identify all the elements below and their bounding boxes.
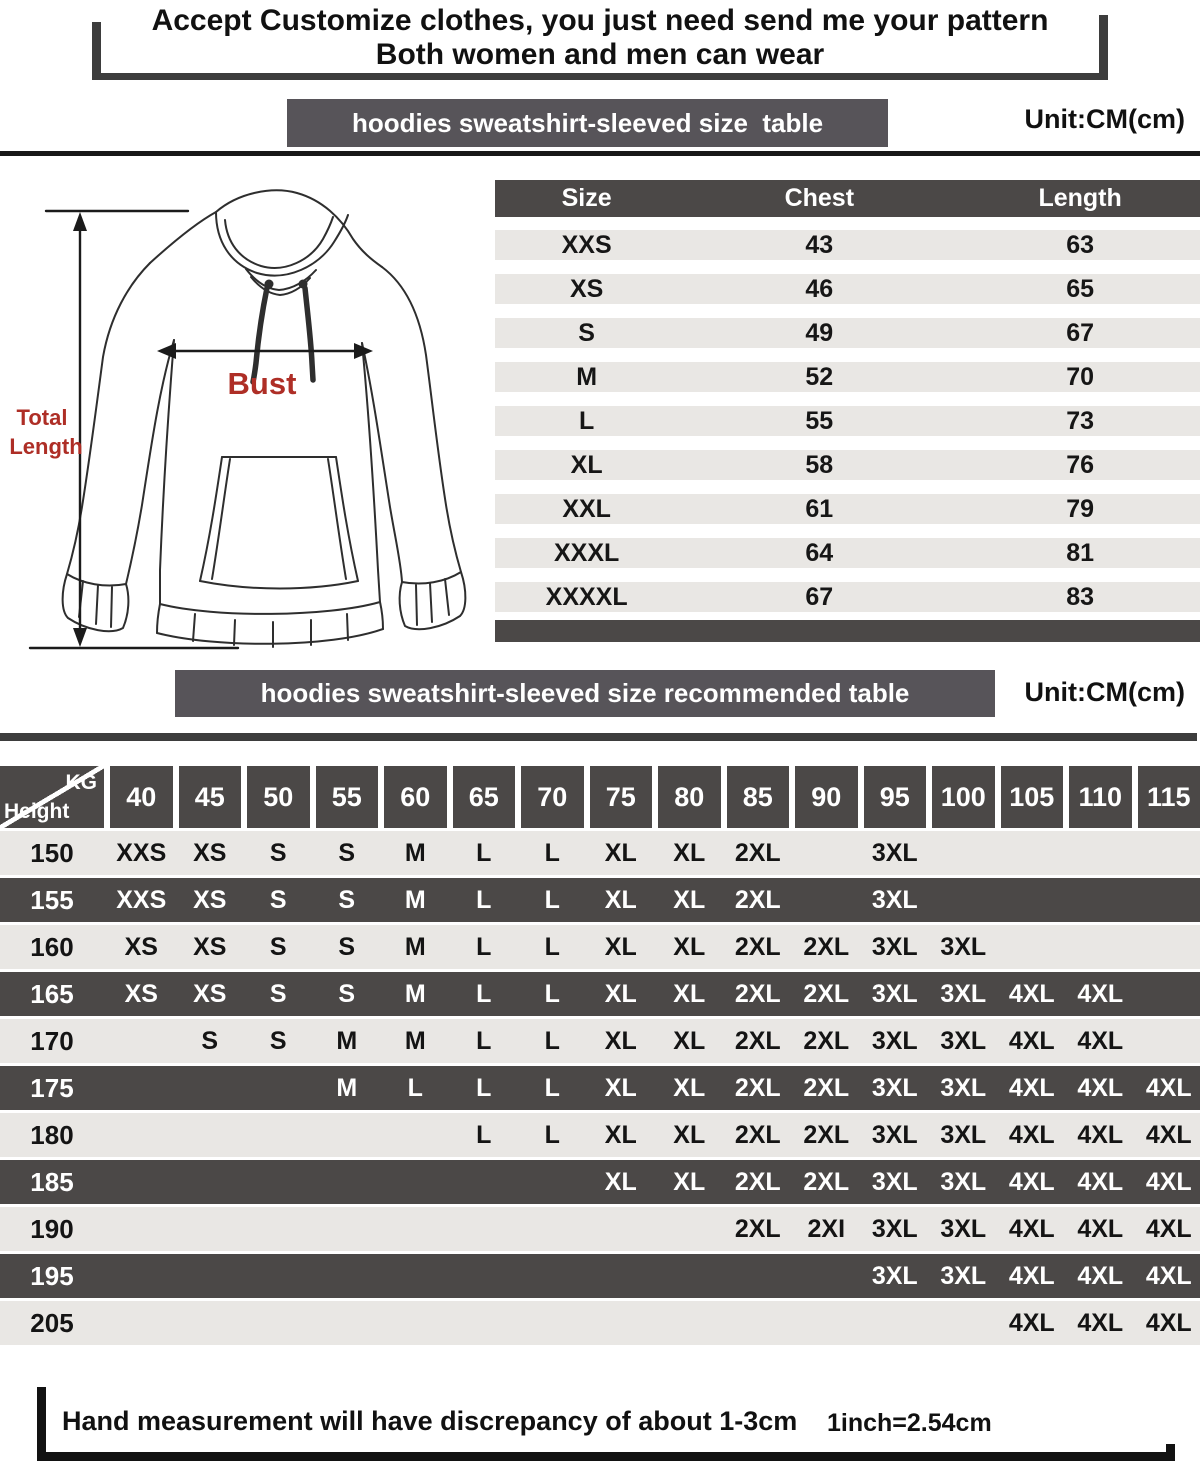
size-recommendation-cell: 4XL [1077,1026,1124,1055]
size-recommendation-cell: 4XL [1008,979,1055,1008]
size-recommendation-cell: 4XL [1145,1261,1192,1290]
bust-arrowhead-left [157,343,176,359]
unit-label-top: Unit:CM(cm) [1024,104,1185,134]
size-recommendation-cell: XL [604,1073,637,1102]
chest-cell: 61 [805,494,834,523]
weight-header-cell: 105 [1001,766,1064,828]
height-cell: 155 [30,884,74,915]
divider-top [0,151,1200,156]
size-recommendation-cell: S [338,979,356,1008]
chest-cell: 52 [805,362,834,391]
chest-column-header: Chest [784,184,855,212]
size-cell: XXXL [554,538,620,567]
weight-header-cell: 90 [795,766,858,828]
size-recommendation-cell: L [476,838,492,867]
total-length-label-line1: Total [16,405,68,430]
right-drawstring [305,288,313,380]
weight-header-cell: 110 [1069,766,1132,828]
measurement-note: Hand measurement will have discrepancy of about 1-3cm [62,1406,798,1436]
size-recommendation-cell: S [269,885,287,914]
height-cell: 190 [30,1213,74,1244]
recommended-table-rows [0,831,1200,1345]
size-cell: L [579,406,595,435]
size-recommendation-cell: 3XL [871,1073,918,1102]
weight-header-cell: 95 [864,766,927,828]
size-recommendation-cell: XL [673,932,706,961]
height-cell: 205 [30,1307,74,1338]
size-recommendation-cell: 2XL [734,932,781,961]
size-table-footer-bar [495,620,1200,642]
size-cell: XXL [562,494,611,523]
size-column-header: Size [561,184,612,212]
weight-header-cell: 55 [316,766,379,828]
size-recommendation-cell: XS [193,885,227,914]
right-cuff-rib [416,579,449,625]
size-recommendation-cell: 2XI [807,1214,846,1243]
size-table-row [495,318,1200,348]
size-cell: XL [570,450,603,479]
page-title-line1: Accept Customize clothes, you just need send me your pattern [151,4,1049,37]
size-recommendation-cell: 4XL [1008,1073,1055,1102]
total-length-arrowhead-top [73,212,87,231]
recommended-table-row [0,1254,1200,1298]
recommended-table-row [0,972,1200,1016]
size-recommendation-cell: L [544,885,560,914]
recommended-table-row [0,1207,1200,1251]
size-recommendation-cell: L [476,1120,492,1149]
size-recommendation-cell: XL [673,979,706,1008]
chest-cell: 64 [805,538,834,567]
height-cell: 175 [30,1072,74,1103]
hood-outline [150,190,382,267]
size-recommendation-cell: 2XL [803,1167,850,1196]
size-recommendation-cell: 2XL [734,1167,781,1196]
recommended-table-row [0,1113,1200,1157]
chest-cell: 43 [805,230,834,259]
hood-opening-outer [216,212,348,276]
size-recommendation-cell: 3XL [871,885,918,914]
size-recommendation-cell: 2XL [803,932,850,961]
size-recommendation-cell: 4XL [1008,1167,1055,1196]
size-recommendation-cell: 4XL [1077,979,1124,1008]
size-recommendation-cell: S [269,932,287,961]
size-recommendation-cell: L [544,1026,560,1055]
size-table-row [495,406,1200,436]
pocket-right [328,457,358,581]
note-left-bar [37,1387,46,1457]
length-cell: 79 [1066,494,1095,523]
size-recommendation-cell: M [336,1026,358,1055]
height-cell: 150 [30,837,74,868]
size-recommendation-cell: XL [604,885,637,914]
size-recommendation-cell: M [404,932,426,961]
recommended-table-row [0,1301,1200,1345]
chest-cell: 55 [805,406,834,435]
length-cell: 65 [1066,274,1095,303]
recommended-table-banner [175,670,995,717]
size-table-rows [495,230,1200,612]
size-recommendation-cell: 2XL [803,1073,850,1102]
size-recommendation-cell: 4XL [1077,1167,1124,1196]
torso-right-seam [362,343,380,602]
weight-header-cell: 65 [453,766,516,828]
size-recommendation-cell: 3XL [871,1261,918,1290]
size-recommendation-cell: L [544,1073,560,1102]
size-recommendation-cell: 2XL [803,979,850,1008]
size-table-row [495,538,1200,568]
length-cell: 83 [1066,582,1095,611]
weight-header-cell: 100 [932,766,995,828]
size-recommendation-cell: XL [604,932,637,961]
chest-cell: 67 [805,582,834,611]
inch-conversion-note: 1inch=2.54cm [827,1409,992,1437]
recommended-table-row [0,878,1200,922]
size-recommendation-cell: XXS [116,838,167,867]
size-recommendation-cell: XL [604,1026,637,1055]
chest-cell: 46 [805,274,834,303]
size-recommendation-cell: L [544,932,560,961]
size-recommendation-cell: M [336,1073,358,1102]
size-table-row [495,494,1200,524]
size-recommendation-cell: XS [193,979,227,1008]
recommended-table-row [0,1066,1200,1110]
size-recommendation-cell: 3XL [940,1261,987,1290]
size-recommendation-cell: M [404,979,426,1008]
kg-height-corner-cell [0,766,104,828]
total-length-label-line2: Length [9,434,83,459]
size-recommendation-cell: XL [604,1120,637,1149]
page-title-line2: Both women and men can wear [375,38,825,71]
hoodie-diagram [10,165,480,665]
size-recommendation-cell: 2XL [734,979,781,1008]
size-recommendation-cell: L [544,838,560,867]
height-cell: 160 [30,931,74,962]
size-recommendation-cell: 4XL [1077,1308,1124,1337]
size-table-row [495,450,1200,480]
size-recommendation-cell: 3XL [940,979,987,1008]
size-cell: S [578,318,595,347]
size-recommendation-cell: XL [604,838,637,867]
note-bottom-bar [37,1452,1175,1461]
size-recommendation-cell: 3XL [871,932,918,961]
size-recommendation-cell: 4XL [1145,1308,1192,1337]
waistband-ends [157,602,383,633]
size-recommendation-cell: 3XL [871,1026,918,1055]
pocket-bottom [200,581,358,589]
size-table-row [495,230,1200,260]
size-cell: XXXXL [545,582,628,611]
length-cell: 81 [1066,538,1095,567]
size-recommendation-cell: 3XL [871,838,918,867]
chest-cell: 58 [805,450,834,479]
size-recommendation-cell: M [404,1026,426,1055]
divider-middle [0,733,1197,741]
size-recommendation-cell: 3XL [871,1167,918,1196]
waistband-top [160,602,380,614]
size-recommendation-cell: 3XL [940,932,987,961]
size-recommendation-cell: L [476,1073,492,1102]
size-recommendation-cell: 2XL [734,1073,781,1102]
height-cell: 180 [30,1119,74,1150]
left-sleeve-inner [126,340,174,584]
size-recommendation-cell: S [269,1026,287,1055]
size-recommendation-cell: XL [673,1073,706,1102]
size-recommendation-cell: 4XL [1145,1167,1192,1196]
size-recommendation-cell: 3XL [940,1120,987,1149]
size-table-header [495,180,1200,217]
size-recommendation-cell: S [269,979,287,1008]
height-cell: 170 [30,1025,74,1056]
height-cell: 165 [30,978,74,1009]
size-recommendation-cell: 3XL [871,1214,918,1243]
size-recommendation-cell: S [338,838,356,867]
size-recommendation-cell: 4XL [1077,1073,1124,1102]
size-recommendation-cell: 4XL [1008,1214,1055,1243]
size-recommendation-cell: 4XL [1008,1261,1055,1290]
size-table-row [495,582,1200,612]
recommended-table-banner-label: hoodies sweatshirt-sleeved size recommended table [260,678,910,708]
size-recommendation-cell: M [404,838,426,867]
weight-header-cell: 75 [590,766,653,828]
size-recommendation-cell: 3XL [940,1214,987,1243]
size-recommendation-cell: XL [604,1167,637,1196]
size-recommendation-cell: 4XL [1008,1120,1055,1149]
length-cell: 73 [1066,406,1095,435]
size-recommendation-cell: 2XL [734,1026,781,1055]
torso-left-seam [160,340,174,604]
size-recommendation-cell: XL [673,1167,706,1196]
size-table-row [495,274,1200,304]
size-recommendation-cell: S [201,1026,219,1055]
size-recommendation-cell: S [338,932,356,961]
unit-label-bottom: Unit:CM(cm) [1024,677,1185,707]
height-cell: 185 [30,1166,74,1197]
chest-cell: 49 [805,318,834,347]
size-recommendation-cell: 4XL [1145,1214,1192,1243]
length-column-header: Length [1038,184,1122,212]
left-cuff-rib [79,581,112,627]
recommended-table [0,766,1200,1348]
total-length-arrowhead-bottom [73,628,87,647]
size-recommendation-cell: M [404,885,426,914]
height-label: Height [4,800,70,823]
weight-header-cell: 70 [521,766,584,828]
size-table-banner-label: hoodies sweatshirt-sleeved size table [351,107,824,138]
title-underline-bracket [92,15,1108,80]
length-cell: 76 [1066,450,1095,479]
size-recommendation-cell: 3XL [871,1120,918,1149]
size-table [495,180,1200,642]
size-recommendation-cell: L [544,979,560,1008]
pocket-left [200,457,230,581]
weight-header-cell: 80 [658,766,721,828]
size-recommendation-cell: XL [673,885,706,914]
size-recommendation-cell: L [476,979,492,1008]
bust-label: Bust [227,366,297,401]
right-sleeve-inner [362,343,402,582]
size-recommendation-cell: XL [673,838,706,867]
size-recommendation-cell: L [544,1120,560,1149]
weight-header-cell: 40 [110,766,173,828]
size-recommendation-cell: S [338,885,356,914]
size-recommendation-cell: L [476,1026,492,1055]
size-recommendation-cell: XL [673,1026,706,1055]
size-cell: M [576,362,598,391]
size-recommendation-cell: 4XL [1077,1120,1124,1149]
recommended-table-row [0,925,1200,969]
size-recommendation-cell: 2XL [803,1120,850,1149]
size-cell: XXS [561,230,612,259]
kg-label: KG [65,771,97,794]
waistband-bottom [157,629,383,644]
size-recommendation-cell: XL [604,979,637,1008]
size-recommendation-cell: 3XL [940,1073,987,1102]
size-table-row [495,362,1200,392]
size-recommendation-cell: 4XL [1008,1308,1055,1337]
size-recommendation-cell: XL [673,1120,706,1149]
size-recommendation-cell: S [269,838,287,867]
size-recommendation-cell: 2XL [803,1026,850,1055]
size-recommendation-cell: L [407,1073,423,1102]
recommended-table-row [0,1160,1200,1204]
length-cell: 63 [1066,230,1095,259]
size-recommendation-cell: 4XL [1145,1120,1192,1149]
size-recommendation-cell: 4XL [1008,1026,1055,1055]
size-recommendation-cell: XXS [116,885,167,914]
size-recommendation-cell: L [476,932,492,961]
length-cell: 70 [1066,362,1095,391]
size-recommendation-cell: XS [193,932,227,961]
size-recommendation-cell: XS [124,979,158,1008]
size-recommendation-cell: 3XL [871,979,918,1008]
size-recommendation-cell: 2XL [734,1120,781,1149]
size-recommendation-cell: 3XL [940,1026,987,1055]
recommended-table-header [0,766,1200,828]
weight-header-cell: 45 [179,766,242,828]
recommended-table-row [0,831,1200,875]
size-recommendation-cell: 2XL [734,1214,781,1243]
size-recommendation-cell: XS [124,932,158,961]
size-table-banner [287,99,888,147]
recommended-table-row [0,1019,1200,1063]
size-recommendation-cell: 4XL [1077,1214,1124,1243]
size-recommendation-cell: 4XL [1145,1073,1192,1102]
size-recommendation-cell: 3XL [940,1167,987,1196]
size-recommendation-cell: 4XL [1077,1261,1124,1290]
length-cell: 67 [1066,318,1095,347]
size-recommendation-cell: 2XL [734,885,781,914]
size-recommendation-cell: 2XL [734,838,781,867]
size-cell: XS [569,274,604,303]
note-bottom-bar-end [1166,1444,1175,1461]
weight-header-cell: 85 [727,766,790,828]
weight-header-cell: 50 [247,766,310,828]
size-recommendation-cell: XS [193,838,227,867]
size-recommendation-cell: L [476,885,492,914]
weight-header-cell: 115 [1138,766,1200,828]
weight-header-cell: 60 [384,766,447,828]
height-cell: 195 [30,1260,74,1291]
